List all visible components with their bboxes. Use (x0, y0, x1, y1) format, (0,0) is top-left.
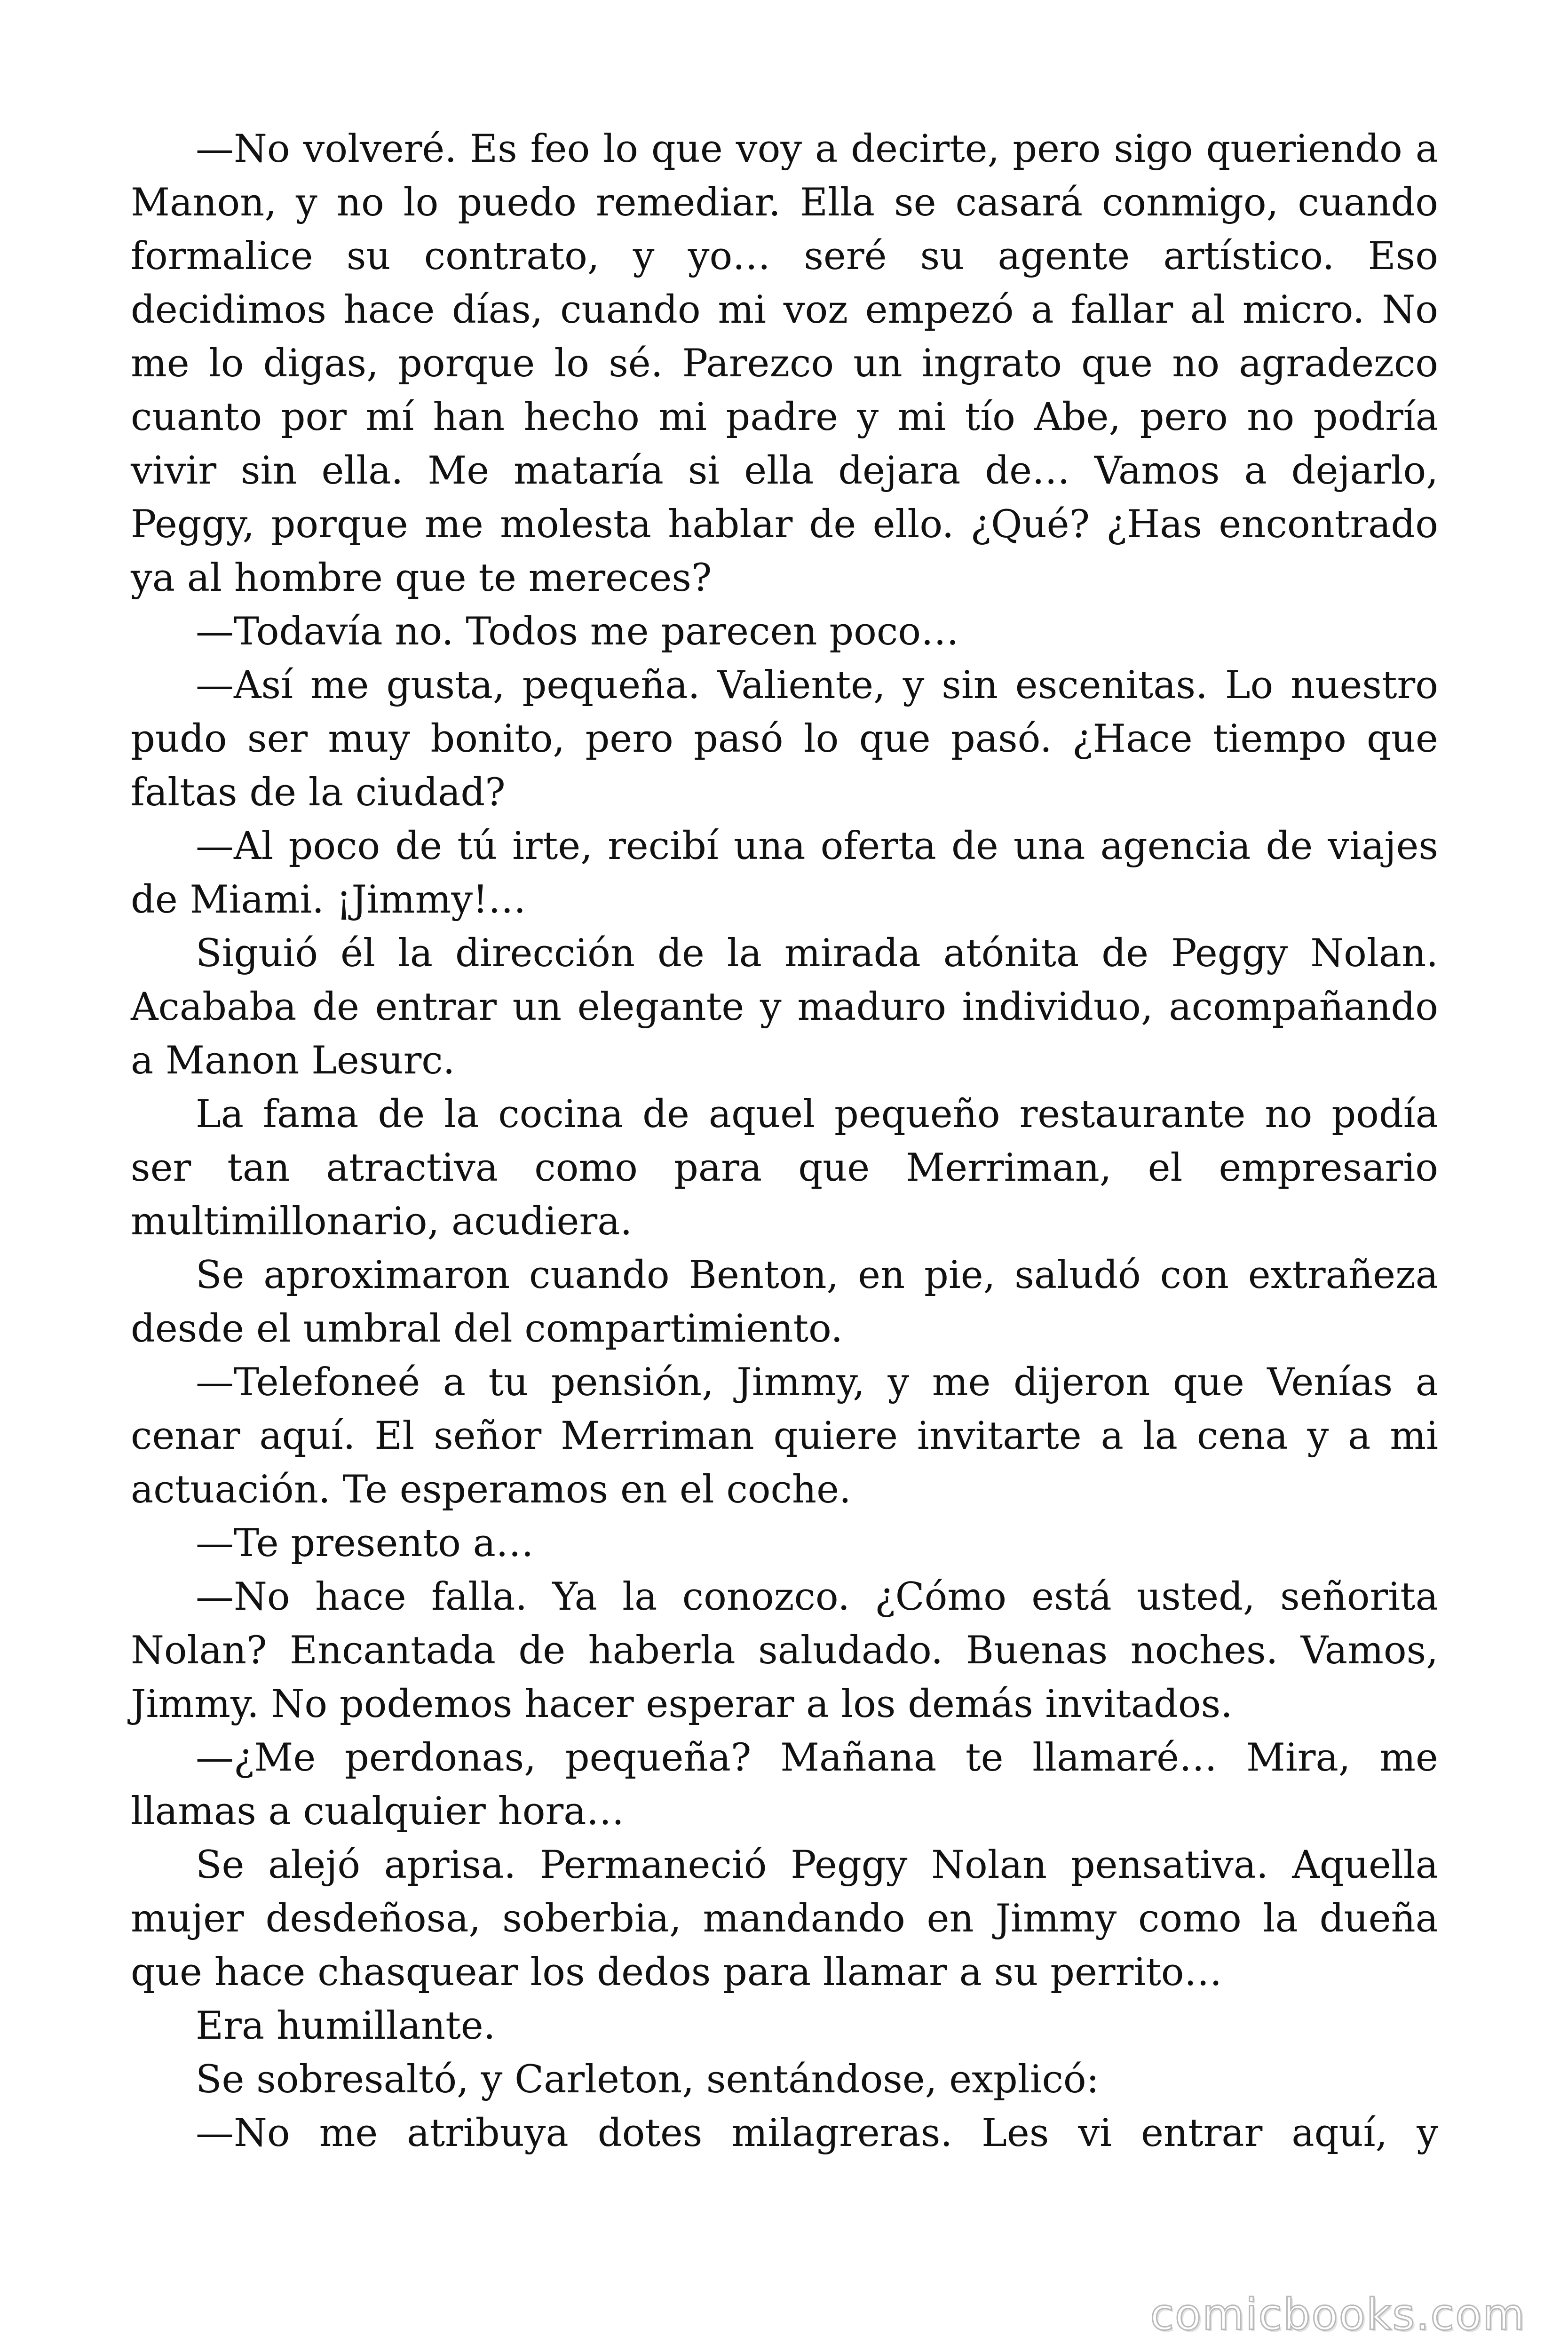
paragraph: —Al poco de tú irte, recibí una oferta de una agencia de viajes de Miami. ¡Jimmy!… (131, 824, 1438, 922)
paragraph: —Todavía no. Todos me parecen poco… (196, 610, 959, 654)
paragraph: Se aproximaron cuando Benton, en pie, saludó con extrañeza desde el umbral del compartimiento. (131, 1253, 1438, 1351)
paragraph: Siguió él la dirección de la mirada atónita de Peggy Nolan. Acababa de entrar un elegante y maduro individuo, acompañando a Manon Lesurc. (131, 931, 1438, 1083)
paragraph: —Así me gusta, pequeña. Valiente, y sin escenitas. Lo nuestro pudo ser muy bonito, pero pasó lo que pasó. ¿Hace tiempo que faltas de la ciudad? (131, 663, 1438, 815)
paragraph: —Te presento a… (196, 1521, 534, 1565)
paragraph: —No me atribuya dotes milagreras. Les vi entrar aquí, y (196, 2111, 1438, 2155)
paragraph: —Telefoneé a tu pensión, Jimmy, y me dijeron que Venías a cenar aquí. El señor Merriman quiere invitarte a la cena y a mi actuación. Te esperamos en el coche. (131, 1360, 1438, 1512)
page-body (131, 122, 1438, 2160)
paragraph: —No hace falla. Ya la conozco. ¿Cómo está usted, señorita Nolan? Encantada de haberla saludado. Buenas noches. Vamos, Jimmy. No podemos hacer esperar a los demás invitados. (131, 1575, 1438, 1726)
paragraph: —No volveré. Es feo lo que voy a decirte, pero sigo queriendo a Manon, y no lo puedo remediar. Ella se casará conmigo, cuando formalice su contrato, y yo… seré su agente artístico. Eso decidimos hace días, cuando mi voz empezó a fallar al micro. No me lo digas, porque lo sé. Parezco un ingrato que no agradezco cuanto por mí han hecho mi padre y mi tío Abe, pero no podría vivir sin ella. Me mataría si ella dejara de… Vamos a dejarlo, Peggy, porque me molesta hablar de ello. ¿Qué? ¿Has encontrado ya al hombre que te mereces? (131, 127, 1438, 600)
paragraph: —¿Me perdonas, pequeña? Mañana te llamaré… Mira, me llamas a cualquier hora… (131, 1736, 1438, 1834)
paragraph: Se sobresaltó, y Carleton, sentándose, explicó: (196, 2058, 1099, 2102)
watermark: comicbooks.com (1150, 2289, 1526, 2340)
paragraph: Era humillante. (196, 2004, 496, 2048)
paragraph: La fama de la cocina de aquel pequeño restaurante no podía ser tan atractiva como para que Merriman, el empresario multimillonario, acudiera. (131, 1092, 1438, 1244)
paragraph: Se alejó aprisa. Permaneció Peggy Nolan pensativa. Aquella mujer desdeñosa, soberbia, mandando en Jimmy como la dueña que hace chasquear los dedos para llamar a su perrito… (131, 1843, 1438, 1994)
